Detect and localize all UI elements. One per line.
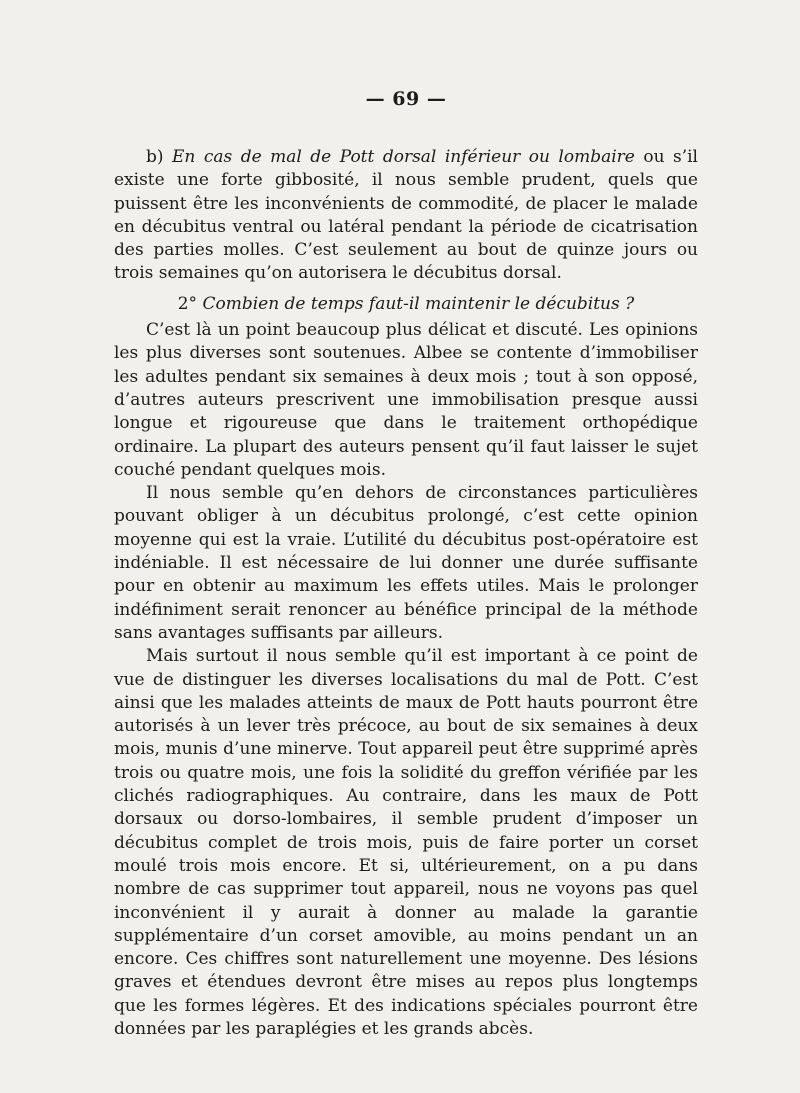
paragraph-2: Il nous semble qu’en dehors de circonstances particulières pouvant obliger à un décubitus prolongé, c’est cette opinion moyenne qui est la vraie. L’utilité du décubitus post-opératoire est indéniable. Il est nécessaire de lui donner une durée suffisante pour en obtenir au maximum les effets utiles. Mais le prolonger indéfiniment serait renoncer au bénéfice principal de la méthode sans avantages suffisants par ailleurs. [114, 483, 698, 643]
paragraph-b [114, 146, 698, 286]
section-b-label: b) [146, 147, 172, 167]
section-2-heading [114, 293, 698, 316]
body-text [114, 146, 698, 1041]
section-2-number: 2° [177, 293, 203, 314]
page-number: — 69 — [365, 88, 447, 110]
paragraph-1: C’est là un point beaucoup plus délicat et discuté. Les opinions les plus diverses sont soutenues. Albee se contente d’immobiliser les adultes pendant six semaines à deux mois ; tout à son opposé, d’autres auteurs prescrivent une immobilisation presque aussi longue et rigoureuse que dans le traitement orthopédique ordinaire. La plupart des auteurs pensent qu’il faut laisser le sujet couché pendant quelques mois. [114, 320, 698, 480]
paragraph-3: Mais surtout il nous semble qu’il est important à ce point de vue de distinguer les diverses localisations du mal de Pott. C’est ainsi que les malades atteints de maux de Pott hauts pourront être autorisés à un lever très précoce, au bout de six semaines à deux mois, munis d’une minerve. Tout appareil peut être supprimé après trois ou quatre mois, une fois la solidité du greffon vérifiée par les clichés radiographiques. Au contraire, dans les maux de Pott dorsaux ou dorso-lombaires, il semble prudent d’imposer un décubitus complet de trois mois, puis de faire porter un corset moulé trois mois encore. Et si, ultérieurement, on a pu dans nombre de cas supprimer tout appareil, nous ne voyons pas quel inconvénient il y aurait à donner au malade la garantie supplémentaire d’un corset amovible, au moins pendant un an encore. Ces chiffres sont naturellement une moyenne. Des lésions graves et étendues devront être mises au repos plus longtemps que les formes légères. Et des indications spéciales pourront être données par les paraplégies et les grands abcès. [114, 646, 698, 1039]
section-b-text: ou s’il existe une forte gibbosité, il nous semble prudent, quels que puissent être les inconvénients de commodité, de placer le malade en décubitus ventral ou latéral pendant la période de cicatrisation des parties molles. C’est seulement au bout de quinze jours ou trois semaines qu’on autorisera le décubitus dorsal. [114, 147, 698, 284]
section-b-heading: En cas de mal de Pott dorsal inférieur ou lombaire [172, 147, 635, 167]
section-2-title: Combien de temps faut-il maintenir le décubitus ? [202, 293, 635, 314]
